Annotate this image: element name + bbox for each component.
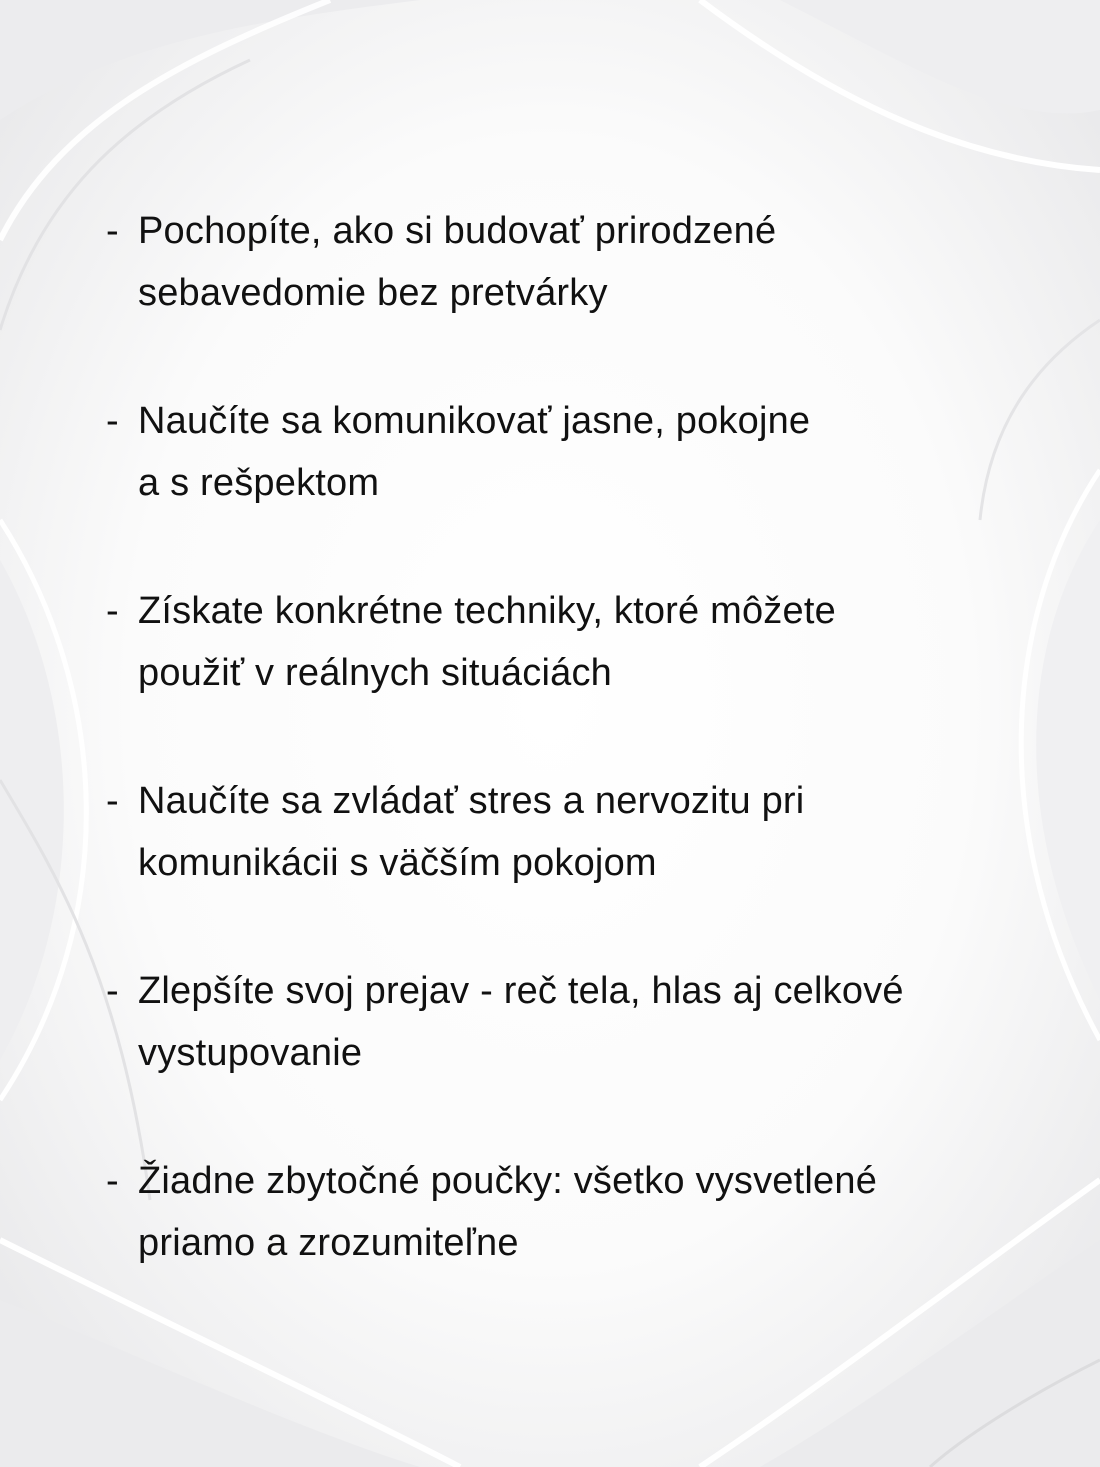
- list-item-line: komunikácii s väčším pokojom: [138, 842, 657, 884]
- bullet-dash: -: [106, 780, 119, 822]
- list-item-line: Zlepšíte svoj prejav - reč tela, hlas aj celkové: [138, 970, 904, 1012]
- list-item-line: použiť v reálnych situáciách: [138, 652, 612, 694]
- list-item-line: priamo a zrozumiteľne: [138, 1222, 519, 1264]
- bullet-dash: -: [106, 1160, 119, 1202]
- bullet-dash: -: [106, 210, 119, 252]
- list-item: [106, 770, 1066, 894]
- list-item: [106, 390, 1066, 514]
- benefits-list: [106, 200, 1066, 1274]
- list-item-line: Pochopíte, ako si budovať prirodzené: [138, 210, 777, 252]
- list-item: [106, 200, 1066, 324]
- bullet-dash: -: [106, 400, 119, 442]
- list-item: [106, 1150, 1066, 1274]
- list-item-line: a s rešpektom: [138, 462, 380, 504]
- list-item-line: sebavedomie bez pretvárky: [138, 272, 608, 314]
- list-item: [106, 960, 1066, 1084]
- bullet-dash: -: [106, 970, 119, 1012]
- bullet-dash: -: [106, 590, 119, 632]
- list-item-line: vystupovanie: [138, 1032, 363, 1074]
- list-item-line: Žiadne zbytočné poučky: všetko vysvetlené: [138, 1160, 878, 1202]
- list-item-line: Naučíte sa zvládať stres a nervozitu pri: [138, 780, 805, 822]
- list-item-line: Naučíte sa komunikovať jasne, pokojne: [138, 400, 811, 442]
- list-item: [106, 580, 1066, 704]
- list-item-line: Získate konkrétne techniky, ktoré môžete: [138, 590, 836, 632]
